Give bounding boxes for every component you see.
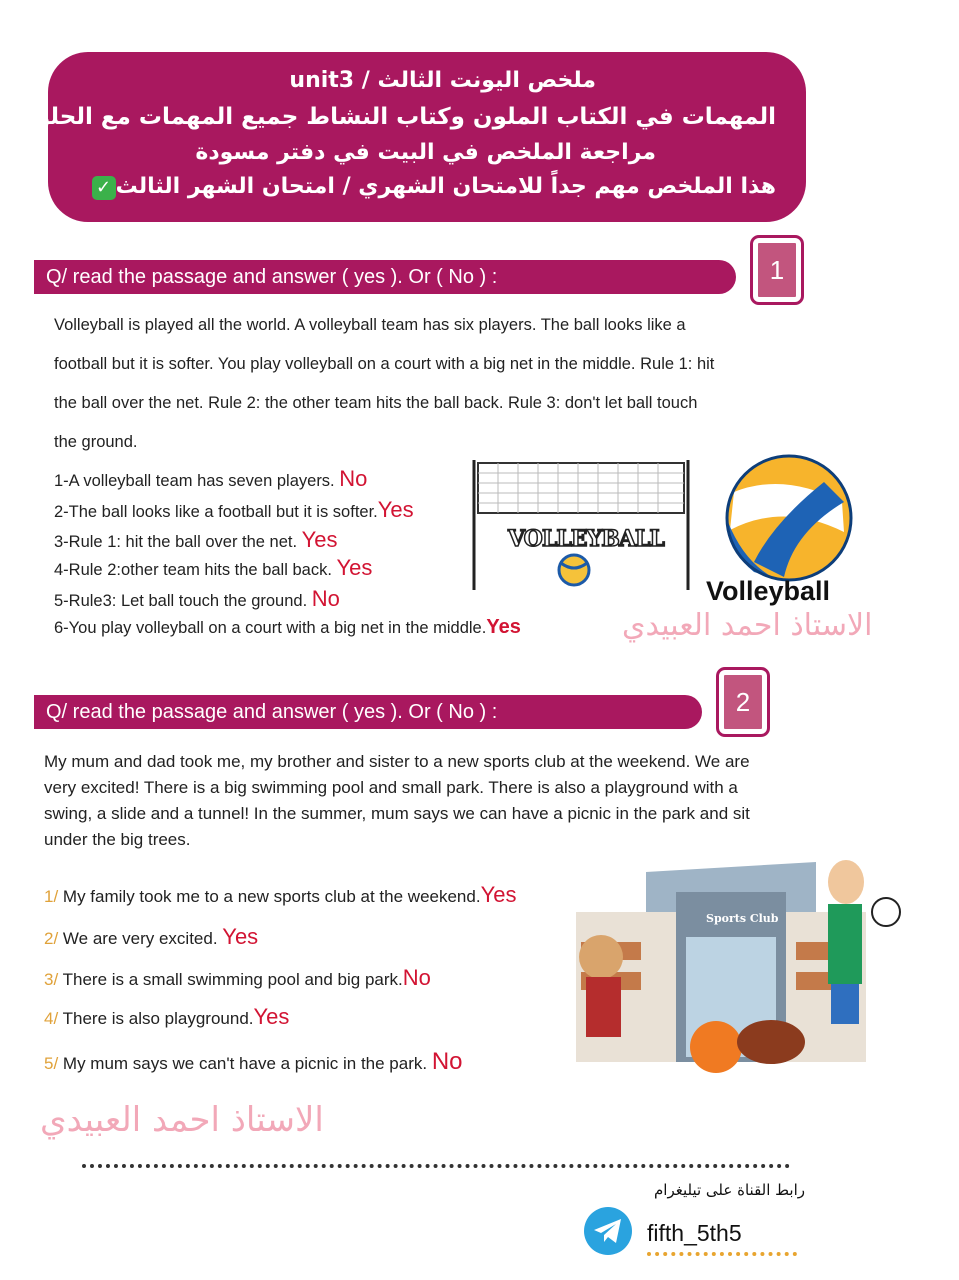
answer-item-5: 5/ My mum says we can't have a picnic in the park. No xyxy=(44,1048,463,1075)
question-bar-1: Q/ read the passage and answer ( yes ). Or ( No ) : xyxy=(34,260,736,294)
passage-line: swing, a slide and a tunnel! In the summer, mum says we can have a picnic in the park and sit xyxy=(44,804,750,823)
answer-item-6: 6-You play volleyball on a court with a big net in the middle.Yes xyxy=(54,616,521,638)
answer-yes: Yes xyxy=(222,924,259,949)
question-number-2: 2 xyxy=(719,670,767,734)
telegram-channel-link[interactable]: fifth_5th5 xyxy=(647,1220,742,1246)
answer-item-1: 1-A volleyball team has seven players. No xyxy=(54,466,368,491)
check-icon: ✓ xyxy=(92,176,116,200)
telegram-label: رابط القناة على تيليغرام xyxy=(654,1181,805,1199)
question-bar-2: Q/ read the passage and answer ( yes ). Or ( No ) : xyxy=(34,695,702,729)
volleyball-banner-text: VOLLEYBALL xyxy=(508,526,664,552)
passage-line: under the big trees. xyxy=(44,830,191,849)
teacher-signature: الاستاذ احمد العبيدي xyxy=(622,608,873,643)
header-line-3: مراجعة الملخص في البيت في دفتر مسودة xyxy=(195,140,656,165)
teacher-signature: الاستاذ احمد العبيدي xyxy=(40,1100,324,1140)
passage-line: very excited! There is a big swimming pool and small park. There is also a playground with a xyxy=(44,778,738,797)
channel-underline xyxy=(647,1252,797,1256)
volleyball-ball-icon xyxy=(714,452,864,584)
volleyball-caption: Volleyball xyxy=(706,576,831,606)
header-line-1: ملخص اليونت الثالث / unit3 xyxy=(289,68,596,93)
sports-club-image xyxy=(566,842,906,1082)
answer-yes: Yes xyxy=(301,527,338,552)
answer-item-2: 2-The ball looks like a football but it is softer.Yes xyxy=(54,497,414,522)
passage-1 xyxy=(54,316,854,463)
header-line-2: المهمات في الكتاب الملون وكتاب النشاط جميع المهمات مع الحلول xyxy=(16,104,776,130)
passage-line: My mum and dad took me, my brother and sister to a new sports club at the weekend. We are xyxy=(44,752,750,771)
passage-line: football but it is softer. You play volleyball on a court with a big net in the middle. Rule 1: hit xyxy=(54,355,715,373)
answer-item-5: 5-Rule3: Let ball touch the ground. No xyxy=(54,586,340,611)
answer-item-1: 1/ My family took me to a new sports club at the weekend.Yes xyxy=(44,882,517,907)
answer-no: No xyxy=(431,1048,463,1075)
answer-item-2: 2/ We are very excited. Yes xyxy=(44,924,259,949)
answer-no: No xyxy=(402,965,431,990)
passage-2 xyxy=(44,752,894,856)
answer-yes: Yes xyxy=(253,1004,290,1029)
dotted-divider xyxy=(82,1164,790,1168)
question-number-1: 1 xyxy=(753,238,801,302)
passage-line: the ball over the net. Rule 2: the other team hits the ball back. Rule 3: don't let ball touch xyxy=(54,394,698,412)
volleyball-net-image xyxy=(466,455,696,595)
header-line-4: هذا الملخص مهم جداً للامتحان الشهري / امتحان الشهر الثالث✓ xyxy=(86,174,776,200)
answer-item-4: 4-Rule 2:other team hits the ball back. Yes xyxy=(54,555,373,580)
answer-no: No xyxy=(311,586,340,611)
answer-yes: Yes xyxy=(480,882,517,907)
header-banner xyxy=(16,52,806,222)
answer-item-3: 3-Rule 1: hit the ball over the net. Yes xyxy=(54,527,338,552)
answer-item-3: 3/ There is a small swimming pool and big park.No xyxy=(44,965,431,990)
passage-line: the ground. xyxy=(54,433,138,451)
answer-no: No xyxy=(339,466,368,491)
passage-line: Volleyball is played all the world. A volleyball team has six players. The ball looks like a xyxy=(54,316,686,334)
telegram-icon[interactable] xyxy=(583,1206,633,1256)
answer-yes: Yes xyxy=(377,497,414,522)
sports-club-sign: Sports Club xyxy=(706,912,779,925)
answer-item-4: 4/ There is also playground.Yes xyxy=(44,1004,290,1029)
answer-yes: Yes xyxy=(336,555,373,580)
answer-yes: Yes xyxy=(486,616,521,638)
